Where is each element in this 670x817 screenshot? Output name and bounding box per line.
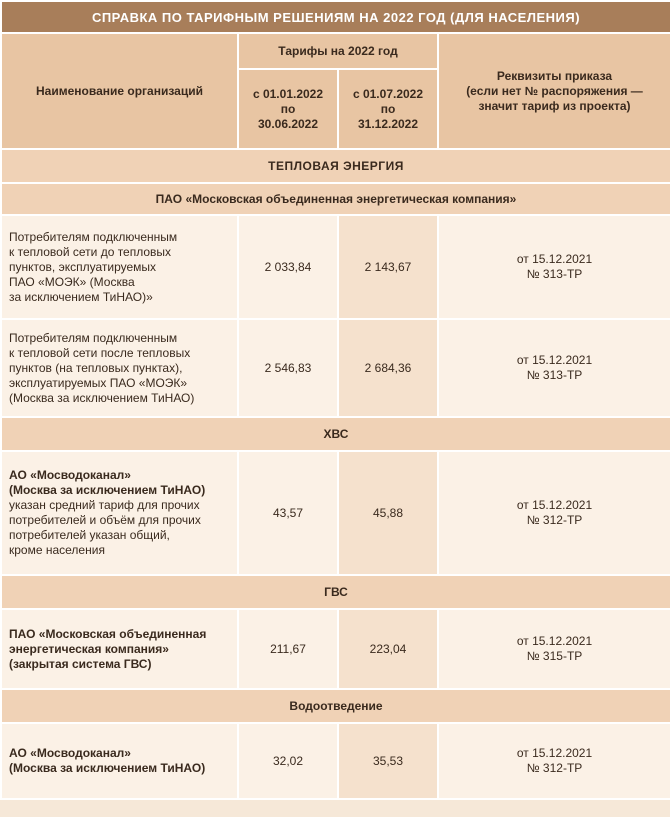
row-requisites (438, 215, 670, 319)
section-heat-org: ПАО «Московская объединенная энергетическая компания» (1, 183, 670, 215)
header-tariffs: Тарифы на 2022 год (238, 33, 438, 69)
row-name-line: к тепловой сети до тепловых (9, 244, 172, 259)
table-row (1, 319, 670, 417)
row-name (1, 451, 238, 575)
row-name-bold-line: (Москва за исключением ТиНАО) (9, 761, 206, 775)
row-requisites-line: от 15.12.2021 (516, 353, 593, 367)
header-period-2-line: 31.12.2022 (357, 116, 419, 131)
row-name-line: эксплуатируемых ПАО «МОЭК» (9, 375, 188, 390)
table-title: СПРАВКА ПО ТАРИФНЫМ РЕШЕНИЯМ НА 2022 ГОД (ДЛЯ НАСЕЛЕНИЯ) (1, 1, 670, 33)
row-name-bold-line: АО «Мосводоканал» (9, 468, 131, 482)
header-org-name: Наименование организаций (1, 33, 238, 149)
row-name (1, 609, 238, 689)
row-value-2: 35,53 (338, 723, 438, 799)
table-row (1, 723, 670, 799)
row-requisites-line: № 312-ТР (526, 513, 583, 527)
row-name-line: к тепловой сети после тепловых (9, 345, 191, 360)
row-requisites-line: от 15.12.2021 (516, 634, 593, 648)
row-name-bold-line: ПАО «Московская объединенная (9, 626, 207, 641)
table-row (1, 215, 670, 319)
section-heat-title: ТЕПЛОВАЯ ЭНЕРГИЯ (1, 149, 670, 183)
row-value-2: 223,04 (338, 609, 438, 689)
row-requisites (438, 451, 670, 575)
row-requisites-line: № 312-ТР (526, 761, 583, 775)
row-requisites (438, 723, 670, 799)
row-requisites-line: № 313-ТР (526, 267, 583, 281)
row-name-line: потребителей указан общий, (9, 528, 170, 542)
row-value-2: 2 684,36 (338, 319, 438, 417)
row-name-line: (Москва за исключением ТиНАО) (9, 390, 195, 405)
header-period-2-line: с 01.07.2022 (352, 86, 424, 101)
section-water-out-title: Водоотведение (1, 689, 670, 723)
row-name-line: пунктов (на тепловых пунктах), (9, 360, 183, 375)
table-row (1, 609, 670, 689)
header-period-1-line: с 01.01.2022 (252, 86, 324, 101)
row-name-line: указан средний тариф для прочих (9, 498, 200, 512)
header-requisites-line: (если нет № распоряжения — (466, 83, 643, 98)
header-period-1 (238, 69, 338, 149)
row-value-1: 32,02 (238, 723, 338, 799)
row-value-2: 2 143,67 (338, 215, 438, 319)
section-hvs-title: ХВС (1, 417, 670, 451)
row-name-line: пунктов, эксплуатируемых (9, 259, 157, 274)
header-requisites-line: значит тариф из проекта) (478, 98, 631, 113)
row-requisites-line: № 315-ТР (526, 649, 583, 663)
row-name-bold-line: АО «Мосводоканал» (9, 746, 131, 760)
row-requisites-line: от 15.12.2021 (516, 252, 593, 266)
header-period-1-line: по (280, 101, 296, 116)
row-requisites (438, 609, 670, 689)
row-value-2: 45,88 (338, 451, 438, 575)
row-name-line: потребителей и объём для прочих (9, 513, 201, 527)
row-value-1: 2 546,83 (238, 319, 338, 417)
row-requisites-line: от 15.12.2021 (516, 498, 593, 512)
row-name (1, 215, 238, 319)
row-name-line: кроме населения (9, 543, 105, 557)
row-name-bold-line: (закрытая система ГВС) (9, 656, 152, 671)
row-name (1, 319, 238, 417)
row-name-line: за исключением ТиНАО)» (9, 289, 153, 304)
row-name-bold-line: энергетическая компания» (9, 641, 169, 656)
header-requisites (438, 33, 670, 149)
table-row (1, 451, 670, 575)
row-requisites-line: от 15.12.2021 (516, 746, 593, 760)
header-period-2-line: по (380, 101, 396, 116)
row-name (1, 723, 238, 799)
section-gvs-title: ГВС (1, 575, 670, 609)
header-period-2 (338, 69, 438, 149)
row-name-line: Потребителям подключенным (9, 229, 178, 244)
row-name-line: ПАО «МОЭК» (Москва (9, 274, 135, 289)
row-name-line: Потребителям подключенным (9, 330, 178, 345)
row-requisites-line: № 313-ТР (526, 368, 583, 382)
row-value-1: 211,67 (238, 609, 338, 689)
row-value-1: 43,57 (238, 451, 338, 575)
row-value-1: 2 033,84 (238, 215, 338, 319)
header-period-1-line: 30.06.2022 (257, 116, 319, 131)
row-requisites (438, 319, 670, 417)
header-requisites-line: Реквизиты приказа (496, 68, 613, 83)
row-name-bold-line: (Москва за исключением ТиНАО) (9, 483, 206, 497)
